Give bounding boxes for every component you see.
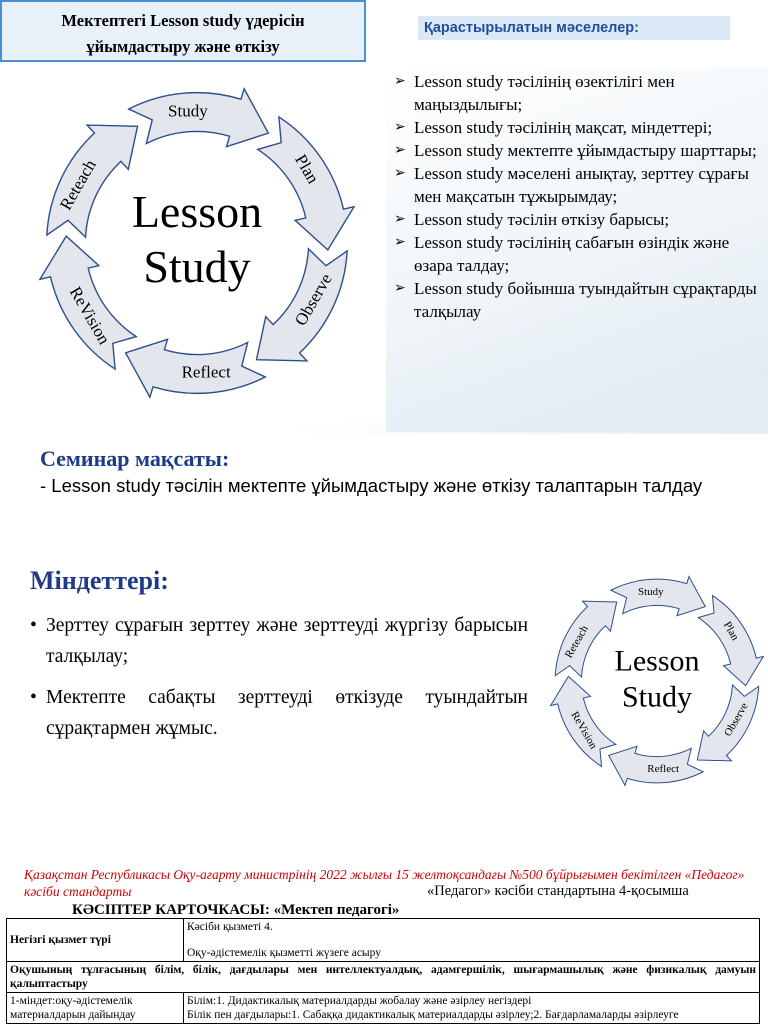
page-title-box [0,0,366,62]
table-cell-value [184,993,760,1024]
table-cell-span: Оқушының тұлғасының білім, білік, дағдылары мен интеллектуалдық, адамгершілік, шығармашылық және физикалық дамуын қалыптастыру [7,962,760,993]
issues-item-text: Lesson study мәселені анықтау, зерттеу сұрағы мен мақсатын тұжырымдау; [414,164,749,206]
arrowhead-bullet-icon: ➢ [394,74,406,89]
issues-item-text: Lesson study мектепте ұйымдастыру шарттары; [414,141,757,160]
cycle-stage-label: Reflect [647,763,680,776]
cycle-stage-label: Study [168,101,208,121]
table-row [7,919,760,962]
cycle-stage-label: Observe [290,270,336,329]
issues-list-item [392,277,764,323]
cycle-stage-label: ReVision [65,283,114,348]
standard-approval-note: Қазақстан Республикасы Оқу-ағарту министрінің 2022 жылғы 15 желтоқсандағы №500 бұйрығымен бекітілген «Педагог» кәсіби стандарты [24,867,745,899]
issues-heading: Қарастырылатын мәселелер: [418,16,730,40]
profession-card-table [6,918,760,1024]
cycle-stage-label: ReVision [568,709,600,752]
arrowhead-bullet-icon: ➢ [394,120,406,135]
issues-list-item [392,162,764,208]
cycle-stage-label: Reteach [55,156,100,214]
cycle-center-label: Study [143,241,251,293]
issues-list-item [392,139,764,162]
page-title-line1: Мектептегі Lesson study үдерісін [61,11,305,30]
card-title: КӘСІПТЕР КАРТОЧКАСЫ: «Мектеп педагогі» [72,902,400,918]
arrowhead-bullet-icon: ➢ [394,166,406,181]
issues-item-text: Lesson study тәсілінің мақсат, міндеттері; [414,118,713,137]
arrowhead-bullet-icon: ➢ [394,143,406,158]
cycle-stage-label: Plan [720,619,742,643]
issues-list-item [392,116,764,139]
table-cell-label: Негізгі қызмет түрі [7,919,184,962]
tasks-list-item [30,682,528,744]
bullet-dot-icon: • [30,615,37,636]
tasks-list-item [30,610,528,672]
lesson-study-cycle-diagram [10,82,384,404]
cycle-center-label: Study [621,680,693,714]
tasks-list [30,610,528,754]
table-cell-line: Білік пен дағдылары:1. Сабаққа дидактикалық материалдарды әзірлеу;2. Бағдарламаларды әзірлеуге [187,1009,679,1021]
appendix-note: «Педагог» кәсіби стандартына 4-қосымша [427,883,689,899]
cycle-stage-label: Reteach [562,623,591,661]
issues-item-text: Lesson study тәсілінің сабағын өзіндік және өзара талдау; [414,233,730,275]
table-cell-value [184,919,760,962]
table-cell-line: Білім:1. Дидактикалық материалдарды жобалау және әзірлеу негіздері [187,995,532,1007]
cycle-center-label: Lesson [614,644,700,678]
table-row [7,993,760,1024]
issues-panel [386,68,768,432]
cycle-stage-label: Study [637,586,664,599]
task-text: Мектепте сабақты зерттеуді өткізуде туындайтын сұрақтармен жұмыс. [46,687,528,739]
issues-list-item [392,70,764,116]
cycle-stage-label: Plan [291,151,323,187]
cycle-stage-label: Reflect [181,362,231,382]
issues-list [392,70,764,323]
cycle-arrow-reteach [47,125,138,237]
seminar-goal-text: - Lesson study тәсілін мектепте ұйымдастыру және өткізу талаптарын талдау [40,475,703,496]
issues-item-text: Lesson study тәсілінің өзектілігі мен маңыздылығы; [414,72,675,114]
task-text: Зерттеу сұрағын зерттеу және зерттеуді жүргізу барысын талқылау; [46,615,528,667]
cycle-arrow-reteach [555,601,616,677]
arrowhead-bullet-icon: ➢ [394,235,406,250]
seminar-title: Семинар мақсаты: [40,446,230,471]
table-cell-line: Кәсіби қызметі 4. [187,921,273,933]
arrowhead-bullet-icon: ➢ [394,212,406,227]
issues-item-text: Lesson study тәсілін өткізу барысы; [414,210,670,229]
issues-item-text: Lesson study бойынша туындайтын сұрақтарды талқылау [414,279,757,321]
cycle-stage-label: Observe [721,700,751,739]
table-cell-line: Оқу-әдістемелік қызметті жүзеге асыру [187,947,382,959]
tasks-title: Міндеттері: [30,566,169,595]
table-cell-label: 1-міндет:оқу-әдістемелік материалдарын дайындау [7,993,184,1024]
issues-list-item [392,231,764,277]
table-row [7,962,760,993]
page-title-line2: ұйымдастыру және өткізу [86,37,280,56]
issues-list-item [392,208,764,231]
cycle-center-label: Lesson [131,185,263,237]
lesson-study-cycle-diagram-small [546,568,768,794]
arrowhead-bullet-icon: ➢ [394,281,406,296]
bullet-dot-icon: • [30,687,37,708]
